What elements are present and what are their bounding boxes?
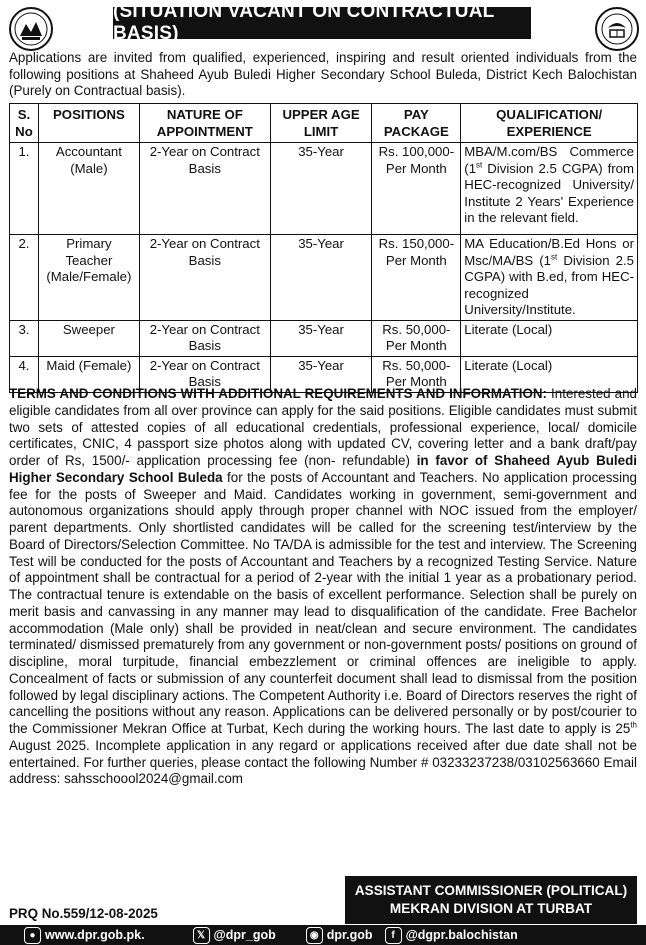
cell-nature: 2-Year on Contract Basis bbox=[139, 356, 270, 392]
cell-pay: Rs. 50,000- Per Month bbox=[372, 356, 461, 392]
school-logo bbox=[594, 6, 640, 52]
cell-sno: 2. bbox=[10, 235, 39, 321]
signature-block bbox=[345, 876, 637, 924]
col-header-pay: PAY PACKAGE bbox=[372, 104, 461, 143]
cell-nature: 2-Year on Contract Basis bbox=[139, 235, 270, 321]
col-header-position: POSITIONS bbox=[38, 104, 139, 143]
cell-position: Primary Teacher (Male/Female) bbox=[38, 235, 139, 321]
positions-table bbox=[9, 103, 638, 393]
footer-instagram[interactable]: ◉ dpr.gob bbox=[300, 927, 373, 944]
intro-paragraph: Applications are invited from qualified, experienced, inspiring and result oriented individuals from the following positions at Shaheed Ayub Buledi Higher Secondary School Buleda, District Kech Balochistan (Purely on Contractual basis). bbox=[9, 50, 637, 98]
terms-heading: TERMS AND CONDITIONS WITH ADDITIONAL REQUIREMENTS AND INFORMATION: bbox=[9, 386, 548, 401]
cell-sno: 4. bbox=[10, 356, 39, 392]
facebook-icon: f bbox=[385, 927, 402, 944]
cell-position: Accountant (Male) bbox=[38, 143, 139, 235]
col-header-qualification: QUALIFICATION/ EXPERIENCE bbox=[461, 104, 638, 143]
instagram-icon: ◉ bbox=[306, 927, 323, 944]
cell-age: 35-Year bbox=[270, 143, 372, 235]
terms-paragraph: TERMS AND CONDITIONS WITH ADDITIONAL REQUIREMENTS AND INFORMATION: Interested and eligible candidates from all over province can apply for the said positions. Eligible candidates must submit two sets of attested copies of all educational credentials, professional experience, local/ domicile certificates, CNIC, 4 passport size photos along with updated CV, covering letter and a bank draft/pay order of Rs, 1500/- application processing fee (non- refundable) in favor of Shaheed Ayub Buledi Higher Secondary School Buleda for the posts of Accountant and Teachers. No application processing fee for the posts of Sweeper and Maid. Candidates working in government, semi-government and autonomous organizations should apply through proper channel with NOC issued from the employer/ parent departments. Only shortlisted candidates will be called for the screening test/interview by the Board of Directors/Selection Committee. No TA/DA is admissible for the test and interview. The Screening Test will be conducted for the posts of Accountant and Teachers by a recognized Testing Service. Nature of appointment shall be contractual for a period of 2-year with the initial 1 year as a probationary period. The contractual tenure is extendable on the basis of excellent performance. Selection shall be purely on merit basis and canvassing in any manner may lead to disqualification of the candidate. Free Bachelor accommodation (Male only) shall be provided in neat/clean and secure environment. The candidates terminated/ dismissed prematurely from any government or non-government posts/ positions on ground of discipline, moral turpitude, financial embezzlement or criminal offences are ineligible to apply. Concealment of facts or submission of any counterfeit document shall lead to dismissal from the position followed by legal disciplinary actions. The Competent Authority i.e. Board of Directors reserves the right of cancelling the positions without any reason. Applications can be delivered personally or by post/courier to the Commissioner Mekran Office at Turbat, Kech during the working hours. The last date to apply is 25th August 2025. Incomplete application in any regard or applications received after due date shall not be entertained. For further queries, please contact the following Number # 03233237238/03102563660 Email address: sahsschoool2024@gmail.com bbox=[9, 386, 637, 787]
cell-position: Sweeper bbox=[38, 320, 139, 356]
col-header-sno: S. No bbox=[10, 104, 39, 143]
cell-sno: 1. bbox=[10, 143, 39, 235]
footer-website[interactable]: ● www.dpr.gob.pk. bbox=[18, 927, 145, 944]
prq-number: PRQ No.559/12-08-2025 bbox=[9, 906, 158, 921]
globe-icon: ● bbox=[24, 927, 41, 944]
cell-qualification: MBA/M.com/BS Commerce (1st Division 2.5 CGPA) from HEC-recognized University/ Institute 2 Years' Experience in the relevant field. bbox=[461, 143, 638, 235]
cell-age: 35-Year bbox=[270, 320, 372, 356]
cell-pay: Rs. 150,000- Per Month bbox=[372, 235, 461, 321]
footer-bar bbox=[0, 925, 646, 945]
col-header-nature: NATURE OF APPOINTMENT bbox=[139, 104, 270, 143]
table-header-row bbox=[10, 104, 638, 143]
cell-pay: Rs. 50,000- Per Month bbox=[372, 320, 461, 356]
signature-line-1: ASSISTANT COMMISSIONER (POLITICAL) bbox=[354, 883, 628, 898]
footer-twitter[interactable]: 𝕏 @dpr_gob bbox=[187, 927, 276, 944]
table-row bbox=[10, 143, 638, 235]
table-row bbox=[10, 320, 638, 356]
table-row bbox=[10, 235, 638, 321]
signature-line-2: MEKRAN DIVISION AT TURBAT bbox=[389, 901, 593, 916]
cell-qualification: MA Education/B.Ed Hons or Msc/MA/BS (1st Division 2.5 CGPA) with B.ed, from HEC-recognized University/Institute. bbox=[461, 235, 638, 321]
cell-nature: 2-Year on Contract Basis bbox=[139, 320, 270, 356]
cell-sno: 3. bbox=[10, 320, 39, 356]
cell-qualification: Literate (Local) bbox=[461, 356, 638, 392]
cell-age: 35-Year bbox=[270, 356, 372, 392]
page-title: (SITUATION VACANT ON CONTRACTUAL BASIS) bbox=[113, 7, 531, 39]
balochistan-logo bbox=[8, 6, 54, 52]
cell-qualification: Literate (Local) bbox=[461, 320, 638, 356]
cell-nature: 2-Year on Contract Basis bbox=[139, 143, 270, 235]
cell-position: Maid (Female) bbox=[38, 356, 139, 392]
col-header-age: UPPER AGE LIMIT bbox=[270, 104, 372, 143]
cell-pay: Rs. 100,000- Per Month bbox=[372, 143, 461, 235]
payee-name: in favor of Shaheed Ayub Buledi Higher Secondary School Buleda bbox=[9, 453, 637, 485]
twitter-icon: 𝕏 bbox=[193, 927, 210, 944]
footer-facebook[interactable]: f @dgpr.balochistan bbox=[379, 927, 518, 944]
cell-age: 35-Year bbox=[270, 235, 372, 321]
